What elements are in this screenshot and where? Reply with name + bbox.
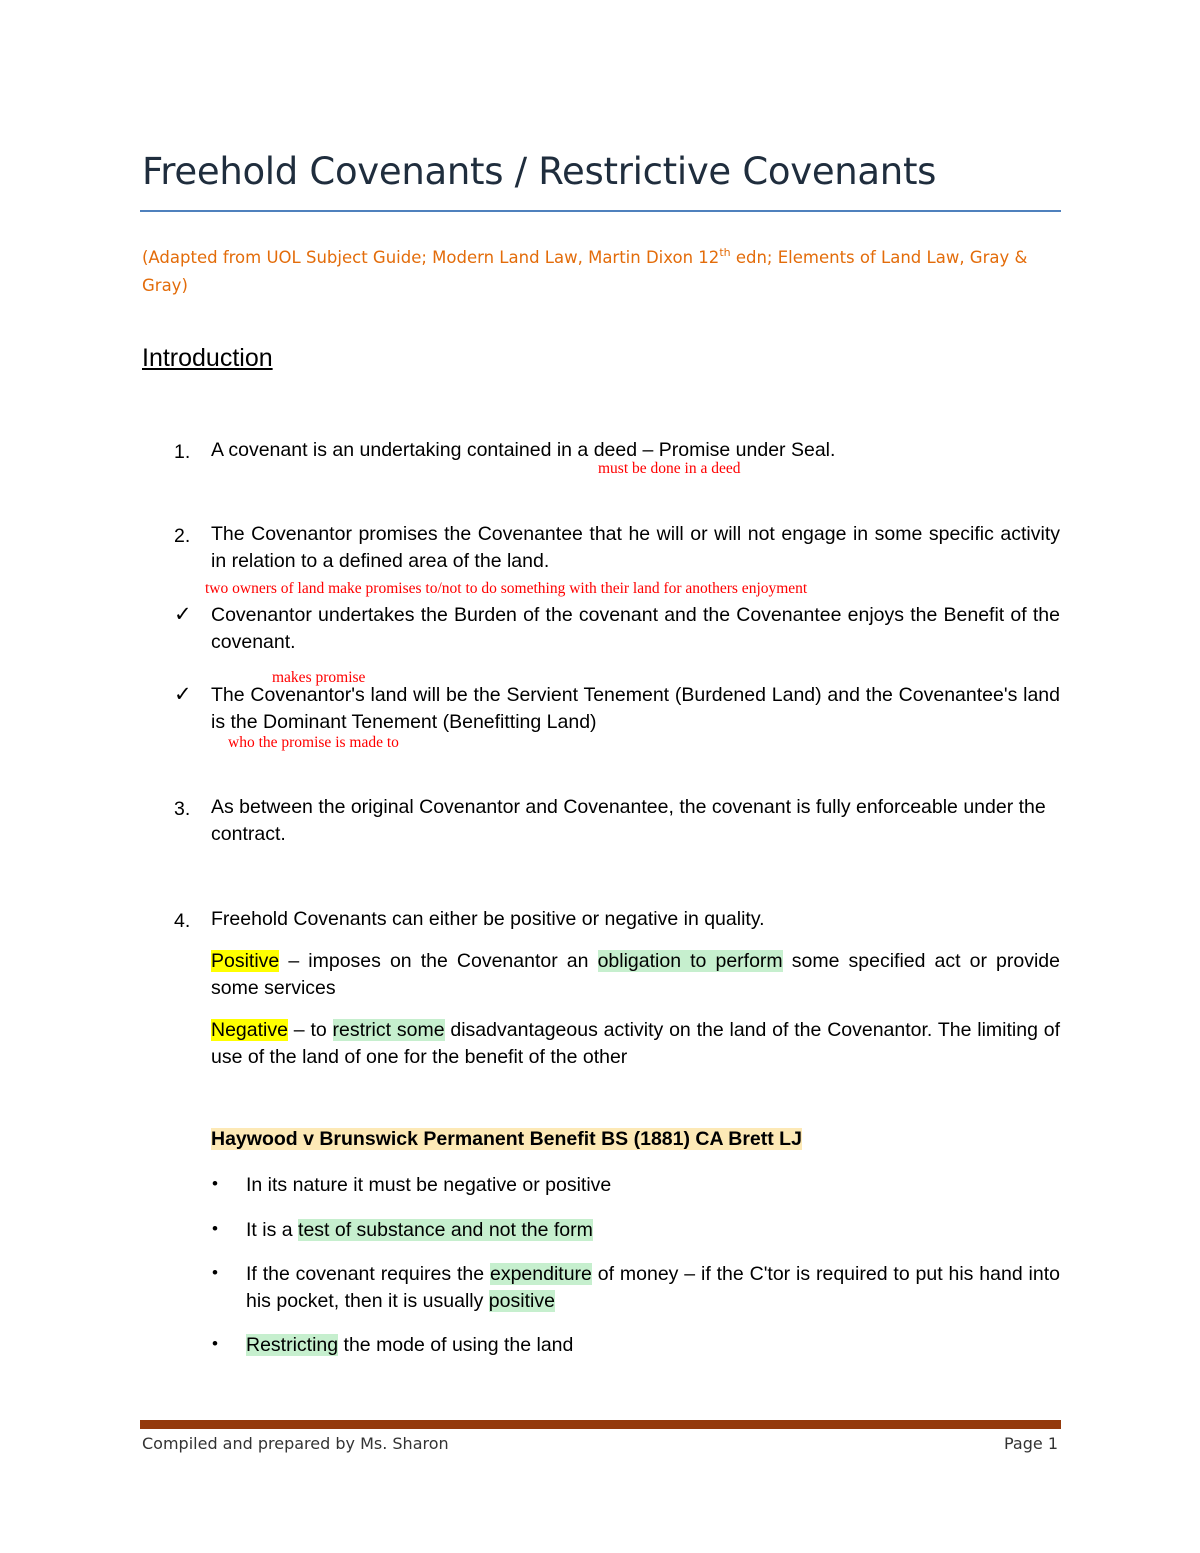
bullet-text: of money – if the C'tor is required to put his hand into his pocket, then it is usually xyxy=(246,1263,1060,1312)
bullet-icon: • xyxy=(212,1219,218,1238)
item-number: 3. xyxy=(174,798,191,820)
bullet-icon: • xyxy=(212,1174,218,1193)
positive-highlight: obligation to perform xyxy=(597,950,783,972)
case-title xyxy=(211,1128,802,1151)
bullet-highlight: expenditure xyxy=(489,1263,592,1285)
check-item-text: Covenantor undertakes the Burden of the covenant and the Covenantee enjoys the Benefit of the covenant. xyxy=(211,604,1060,653)
handwritten-note: makes promise xyxy=(272,669,366,686)
item-number: 2. xyxy=(174,525,191,547)
case-bullet xyxy=(246,1332,573,1359)
source-text-pre: (Adapted from UOL Subject Guide; Modern Land Law, Martin Dixon 12 xyxy=(142,248,720,267)
bullet-text: In its nature it must be negative or positive xyxy=(246,1174,612,1196)
handwritten-note: who the promise is made to xyxy=(228,734,399,751)
negative-highlight: restrict some xyxy=(332,1019,445,1041)
bullet-icon: • xyxy=(212,1263,218,1282)
case-title-text: Haywood v Brunswick Permanent Benefit BS (1881) CA Brett LJ xyxy=(211,1128,802,1150)
case-bullet xyxy=(246,1261,1060,1315)
bullet-highlight: test of substance and not the form xyxy=(298,1219,593,1241)
checkmark-icon: ✓ xyxy=(174,683,192,706)
bullet-highlight: positive xyxy=(488,1290,555,1312)
source-superscript: th xyxy=(719,246,731,259)
source-text-post: edn; Elements of Land Law, Gray & Gray) xyxy=(142,248,1028,295)
positive-text-2: some specified act or provide some services xyxy=(211,950,1061,999)
handwritten-note: two owners of land make promises to/not to do something with their land for anothers enjoyment xyxy=(205,580,808,597)
section-heading: Introduction xyxy=(142,344,273,372)
footer-rule xyxy=(140,1420,1061,1429)
positive-term: Positive xyxy=(211,950,280,972)
negative-definition xyxy=(211,1017,1060,1071)
footer-page-number: Page 1 xyxy=(1004,1434,1058,1453)
negative-text-2: disadvantageous activity on the land of the Covenantor. The limiting of use of the land of one for the benefit of the other xyxy=(211,1019,1060,1068)
item-number: 4. xyxy=(174,910,191,932)
item-text: As between the original Covenantor and Covenantee, the covenant is fully enforceable under the contract. xyxy=(211,796,1046,845)
item-text: The Covenantor promises the Covenantee that he will or will not engage in some specific activity in relation to a defined area of the land. xyxy=(211,523,1060,572)
item-text: A covenant is an undertaking contained in a deed – Promise under Seal. xyxy=(211,439,836,461)
item-number: 1. xyxy=(174,441,191,463)
bullet-highlight: Restricting xyxy=(246,1334,339,1356)
handwritten-note: must be done in a deed xyxy=(598,460,741,477)
footer-author: Compiled and prepared by Ms. Sharon xyxy=(142,1434,449,1453)
negative-text-1: – to xyxy=(287,1019,333,1041)
item-text: Freehold Covenants can either be positive or negative in quality. xyxy=(211,908,765,930)
check-item-text: The Covenantor's land will be the Servient Tenement (Burdened Land) and the Covenantee's land is the Dominant Tenement (Benefitting Land) xyxy=(211,684,1060,733)
title-rule xyxy=(140,210,1061,212)
positive-definition xyxy=(211,948,1060,1002)
document-title: Freehold Covenants / Restrictive Covenants xyxy=(142,150,937,193)
source-citation xyxy=(142,244,1062,300)
negative-term: Negative xyxy=(211,1019,288,1041)
bullet-text: It is a xyxy=(246,1219,299,1241)
case-bullet xyxy=(246,1172,611,1199)
bullet-icon: • xyxy=(212,1334,218,1353)
checkmark-icon: ✓ xyxy=(174,603,192,626)
positive-text-1: – imposes on the Covenantor an xyxy=(279,950,598,972)
case-bullet xyxy=(246,1217,593,1244)
bullet-text: the mode of using the land xyxy=(338,1334,574,1356)
bullet-text: If the covenant requires the xyxy=(246,1263,490,1285)
